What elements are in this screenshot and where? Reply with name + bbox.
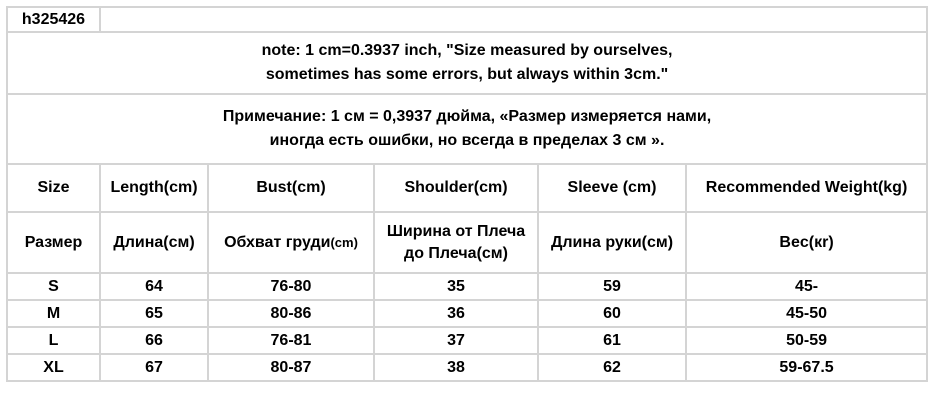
product-code: h325426 — [7, 7, 100, 32]
cell-length: 67 — [100, 354, 208, 381]
cell-weight: 59-67.5 — [686, 354, 927, 381]
note-russian — [7, 94, 927, 164]
cell-shoulder: 38 — [374, 354, 538, 381]
cell-length: 65 — [100, 300, 208, 327]
header-ru-shoulder — [374, 212, 538, 273]
cell-sleeve: 59 — [538, 273, 686, 300]
header-ru-bust-unit: (cm) — [330, 234, 358, 250]
cell-size: L — [7, 327, 100, 354]
header-size: Size — [7, 164, 100, 212]
cell-shoulder: 37 — [374, 327, 538, 354]
header-shoulder: Shoulder(cm) — [374, 164, 538, 212]
cell-weight: 45- — [686, 273, 927, 300]
note-english — [7, 32, 927, 94]
header-ru-shoulder-line-2: до Плеча(см) — [404, 244, 508, 262]
header-row-english — [7, 164, 927, 212]
note-russian-line-1: Примечание: 1 см = 0,3937 дюйма, «Размер измеряется нами, — [222, 108, 712, 125]
cell-sleeve: 60 — [538, 300, 686, 327]
table-row — [7, 327, 927, 354]
cell-sleeve: 61 — [538, 327, 686, 354]
table-row — [7, 300, 927, 327]
cell-weight: 45-50 — [686, 300, 927, 327]
header-sleeve: Sleeve (cm) — [538, 164, 686, 212]
code-row — [7, 7, 927, 32]
note-en-row — [7, 32, 927, 94]
cell-length: 66 — [100, 327, 208, 354]
cell-size: M — [7, 300, 100, 327]
header-ru-bust-label: Обхват груди — [224, 233, 331, 251]
note-english-line-2: sometimes has some errors, but always within 3cm." — [265, 66, 669, 83]
size-chart-table — [6, 6, 928, 382]
header-bust: Bust(cm) — [208, 164, 374, 212]
header-length: Length(cm) — [100, 164, 208, 212]
header-ru-sleeve: Длина руки(см) — [538, 212, 686, 273]
note-english-line-1: note: 1 cm=0.3937 inch, "Size measured by ourselves, — [261, 42, 673, 59]
header-row-russian — [7, 212, 927, 273]
header-ru-length: Длина(см) — [100, 212, 208, 273]
note-russian-line-2: иногда есть ошибки, но всегда в пределах 3 см ». — [269, 132, 665, 149]
cell-size: S — [7, 273, 100, 300]
table-row — [7, 273, 927, 300]
cell-bust: 80-86 — [208, 300, 374, 327]
cell-length: 64 — [100, 273, 208, 300]
header-ru-bust — [208, 212, 374, 273]
cell-bust: 76-80 — [208, 273, 374, 300]
note-ru-row — [7, 94, 927, 164]
header-ru-shoulder-line-1: Ширина от Плеча — [386, 222, 526, 240]
cell-bust: 76-81 — [208, 327, 374, 354]
table-row — [7, 354, 927, 381]
cell-shoulder: 35 — [374, 273, 538, 300]
header-ru-weight: Bec(кr) — [686, 212, 927, 273]
cell-weight: 50-59 — [686, 327, 927, 354]
header-ru-size: Размер — [7, 212, 100, 273]
cell-sleeve: 62 — [538, 354, 686, 381]
header-weight: Recommended Weight(kg) — [686, 164, 927, 212]
cell-bust: 80-87 — [208, 354, 374, 381]
empty-cell — [100, 7, 927, 32]
cell-shoulder: 36 — [374, 300, 538, 327]
cell-size: XL — [7, 354, 100, 381]
